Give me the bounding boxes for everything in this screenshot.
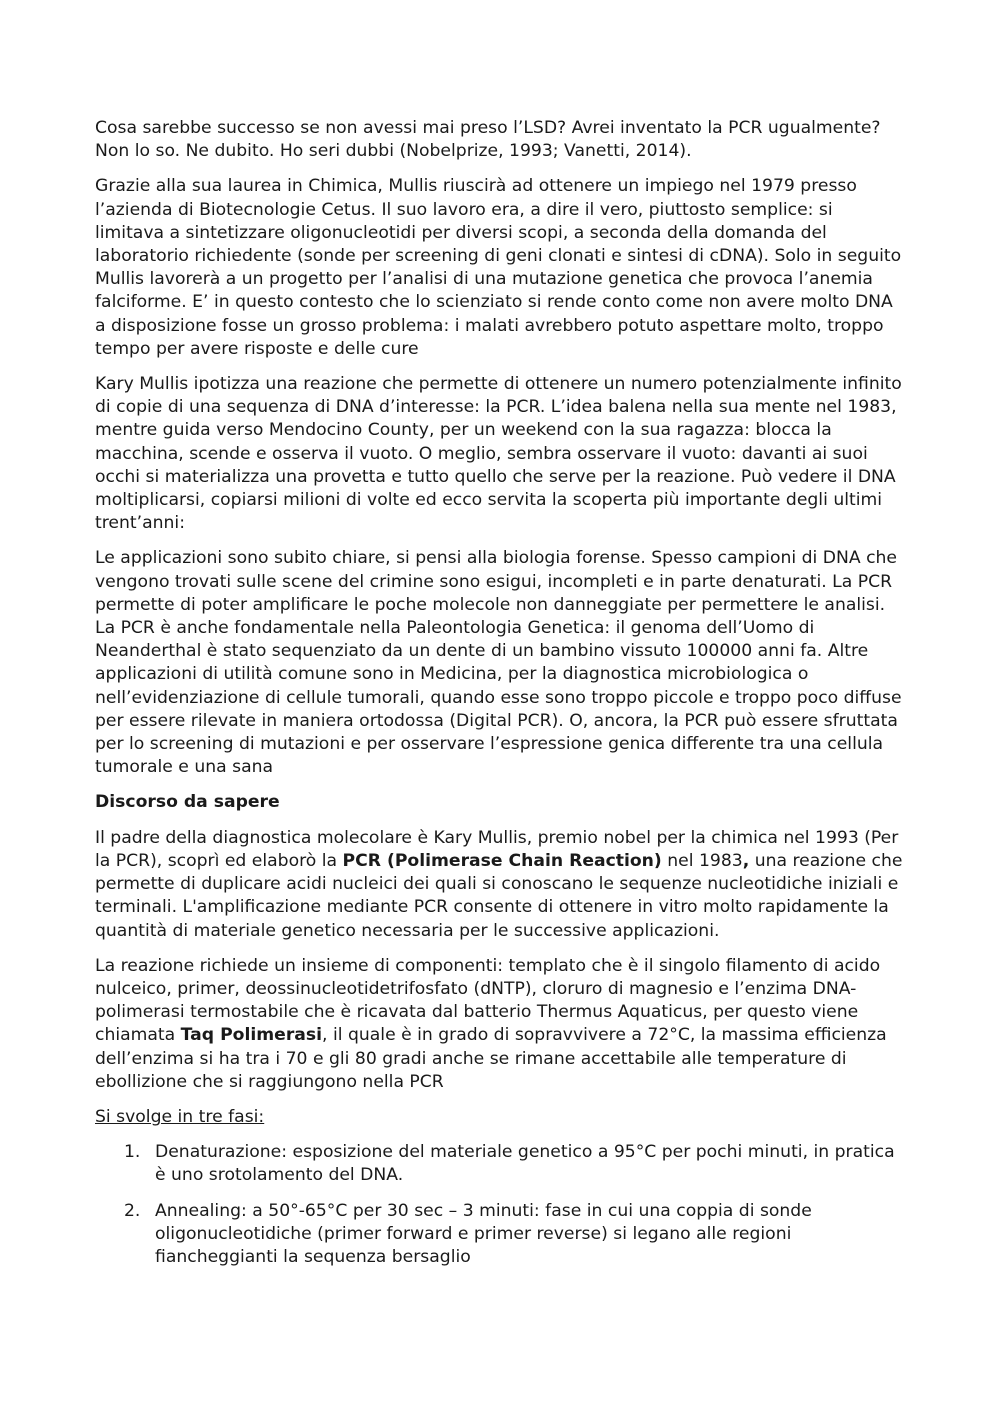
phases-title: Si svolge in tre fasi: [95,1106,265,1127]
list-number: 1. [124,1142,141,1163]
bold-term-taq: Taq Polimerasi [180,1025,323,1046]
paragraph-lsd-quote: Cosa sarebbe successo se non avessi mai preso l’LSD? Avrei inventato la PCR ugualmente? Non lo so. Ne dubito. Ho seri dubbi (Nobelprize, 1993; Vanetti, 2014). [95,118,881,162]
text-segment: , il quale è in grado di sopravvivere a 72°C, la massima efficienza dell’enzima si ha tra i 70 e gli 80 gradi anche se rimane accettabile alle temperature di ebollizione che si raggiungono nella PCR [95,1025,887,1092]
list-number: 2. [124,1200,141,1221]
paragraph-cetus: Grazie alla sua laurea in Chimica, Mullis riuscirà ad ottenere un impiego nel 1979 presso l’azienda di Biotecnologie Cetus. Il suo lavoro era, a dire il vero, piuttosto semplice: si limitava a sintetizzare oligonucleotidi per diversi scopi, a seconda della domanda del laboratorio richiedente (sonde per screening di geni clonati e sintesi di cDNA). Solo in seguito Mullis lavorerà a un progetto per l’analisi di una mutazione genetica che provoca l’anemia falciforme. E’ in questo contesto che lo scienziato si rende conto come non avere molto DNA a disposizione fosse un grosso problema: i malati avrebbero potuto aspettare molto, troppo tempo per avere risposte e delle cure [95,176,902,359]
list-item [95,1141,907,1187]
paragraph-mullis-pcr [95,827,907,943]
list-item [95,1200,907,1270]
paragraph-applications: Le applicazioni sono subito chiare, si pensi alla biologia forense. Spesso campioni di DNA che vengono trovati sulle scene del crimine sono esigui, incompleti e in parte denaturati. La PCR permette di poter amplificare le poche molecole non danneggiate per permettere le analisi. La PCR è anche fondamentale nella Paleontologia Genetica: il genoma dell’Uomo di Neanderthal è stato sequenziato da un dente di un bambino vissuto 100000 anni fa. Altre applicazioni di utilità comune sono in Medicina, per la diagnostica microbiologica o nell’evidenziazione di cellule tumorali, quando esse sono troppo piccole e troppo poco diffuse per essere rilevate in maniera ortodossa (Digital PCR). O, ancora, la PCR può essere sfruttata per lo screening di mutazioni e per osservare l’espressione genica differente tra una cellula tumorale e una sana [95,548,902,778]
list-item-text: Denaturazione: esposizione del materiale genetico a 95°C per pochi minuti, in pratica è uno srotolamento del DNA. [155,1142,895,1186]
bold-term-pcr: PCR (Polimerase Chain Reaction) [342,850,662,871]
bold-comma: , [742,850,750,871]
text-segment: La reazione richiede un insieme di componenti: templato che è il singolo filamento di acido nulceico, primer, deossinucleotidetrifosfato (dNTP), cloruro di magnesio e l’enzima DNA-polimerasi termostabile che è ricavata dal batterio Thermus Aquaticus, per questo viene chiamata [95,955,881,1046]
list-item-text: Annealing: a 50°-65°C per 30 sec – 3 minuti: fase in cui una coppia di sonde oligonucleotidiche (primer forward e primer reverse) si legano alle regioni fiancheggianti la sequenza bersaglio [155,1200,812,1267]
document-page [95,117,907,1281]
phases-list [95,1141,907,1269]
text-segment: una reazione che permette di duplicare acidi nucleici dei quali si conoscano le sequenze nucleotidiche iniziali e terminali. L'amplificazione mediante PCR consente di ottenere in vitro molto rapidamente la quantità di materiale genetico necessaria per le successive applicazioni. [95,850,903,941]
text-segment: nel 1983 [661,850,743,871]
paragraph-components [95,955,907,1094]
paragraph-pcr-idea: Kary Mullis ipotizza una reazione che permette di ottenere un numero potenzialmente infinito di copie di una sequenza di DNA d’interesse: la PCR. L’idea balena nella sua mente nel 1983, mentre guida verso Mendocino County, per un weekend con la sua ragazza: blocca la macchina, scende e osserva il vuoto. O meglio, sembra osservare il vuoto: davanti ai suoi occhi si materializza una provetta e tutto quello che serve per la reazione. Può vedere il DNA moltiplicarsi, copiarsi milioni di volte ed ecco servita la scoperta più importante degli ultimi trent’anni: [95,374,902,534]
section-heading: Discorso da sapere [95,792,280,813]
text-segment: Il padre della diagnostica molecolare è Kary Mullis, premio nobel per la chimica nel 1993 (Per la PCR), scoprì ed elaborò la [95,827,899,871]
